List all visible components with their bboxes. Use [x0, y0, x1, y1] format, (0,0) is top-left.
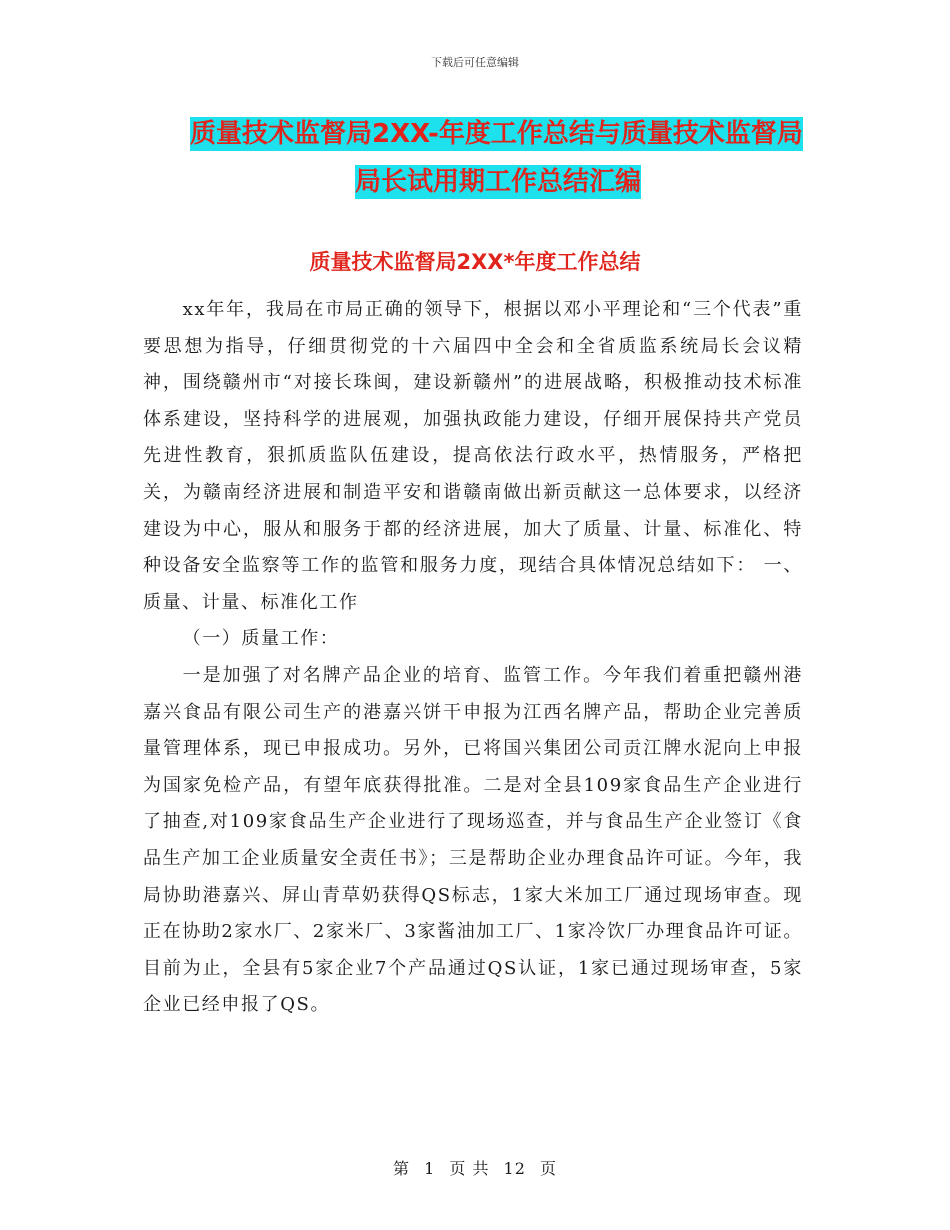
paragraph-subheading: （一）质量工作：	[182, 628, 340, 650]
page-label-suffix: 页	[540, 1159, 558, 1178]
title-line-2	[190, 158, 806, 206]
page-current: 1	[424, 1159, 436, 1178]
paragraph-intro: xx年年，我局在市局正确的领导下，根据以邓小平理论和“三个代表”重要思想为指导，仔细贯彻党的十六届四中全会和全省质监系统局长会议精神，围绕赣州市“对接长珠闽，建设新赣州”的进展战略，积极推动技术标准体系建设，坚持科学的进展观，加强执政能力建设，仔细开展保持共产党员先进性教育，狠抓质监队伍建设，提高依法行政水平，热情服务，严格把关，为赣南经济进展和制造平安和谐赣南做出新贡献这一总体要求，以经济建设为中心，服从和服务于都的经济进展，加大了质量、计量、标准化、特种设备安全监察等工作的监管和服务力度，现结合具体情况总结如下： 一、质量、计量、标准化工作	[143, 299, 803, 613]
page-total: 12	[503, 1159, 526, 1178]
section-title: 质量技术监督局2XX*年度工作总结	[309, 250, 641, 274]
body-text	[143, 292, 803, 1024]
title-line-1-text: 质量技术监督局2XX-年度工作总结与质量技术监督局	[190, 119, 803, 149]
page-label-prefix: 第	[392, 1159, 410, 1178]
paragraph-quality-work: 一是加强了对名牌产品企业的培育、监管工作。今年我们着重把赣州港嘉兴食品有限公司生产的港嘉兴饼干申报为江西名牌产品，帮助企业完善质量管理体系，现已申报成功。另外，已将国兴集团公司贡江牌水泥向上申报为国家免检产品，有望年底获得批准。二是对全县109家食品生产企业进行了抽查,对109家食品生产企业进行了现场巡查，并与食品生产企业签订《食品生产加工企业质量安全责任书》；三是帮助企业办理食品许可证。今年，我局协助港嘉兴、屏山青草奶获得QS标志，1家大米加工厂通过现场审查。现正在协助2家水厂、2家米厂、3家酱油加工厂、1家冷饮厂办理食品许可证。目前为止，全县有5家企业7个产品通过QS认证，1家已通过现场审查，5家企业已经申报了QS。	[143, 664, 803, 1016]
title-line-1	[190, 110, 806, 158]
document-title	[190, 110, 806, 206]
page-label-middle: 页 共	[449, 1159, 490, 1178]
header-note: 下载后可任意编辑	[431, 56, 519, 69]
title-line-2-text: 局长试用期工作总结汇编	[354, 167, 641, 197]
page-footer	[0, 1156, 950, 1179]
